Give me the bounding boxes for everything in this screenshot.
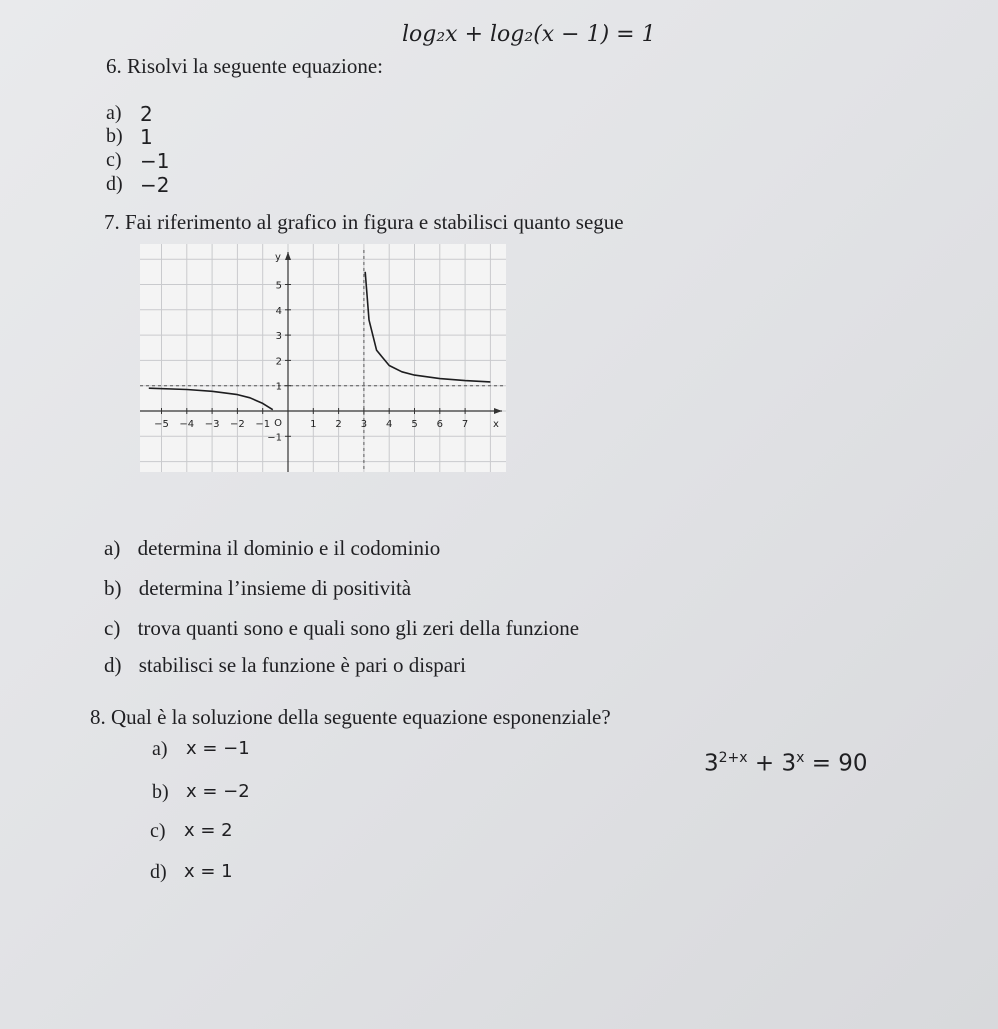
option-value: x = 2 [184,820,233,841]
question-6-equation: log₂x + log₂(x − 1) = 1 [402,22,656,47]
option-value: −2 [140,173,170,197]
x-tick-label: −5 [154,419,169,430]
question-8-equation [704,750,868,777]
x-tick-label: 1 [310,419,317,430]
option-label: b) [152,781,169,803]
option-label: a) [106,102,122,124]
option-label: c) [106,149,122,171]
curve-right-branch [365,272,490,382]
question-6-number: 6. [106,54,122,78]
option-label: d) [150,861,167,883]
question-6-text: Risolvi la seguente equazione: [127,54,384,78]
question-8-number: 8. [90,705,106,729]
q8-option-c[interactable] [150,820,233,843]
option-value: −1 [140,149,170,173]
q6-option-a[interactable] [106,102,153,126]
option-value: 2 [140,102,153,126]
task-text: stabilisci se la funzione è pari o dispari [138,653,466,677]
x-tick-label: 6 [436,419,443,430]
function-graph [140,244,506,472]
q7-task-a [104,536,440,561]
x-tick-label: −1 [255,419,271,430]
question-7-number: 7. [104,210,120,234]
task-label: c) [104,616,121,640]
option-label: a) [152,738,168,760]
eq-end: = 90 [804,750,868,777]
question-7-text: Fai riferimento al grafico in figura e stabilisci quanto segue [125,210,624,234]
q6-option-b[interactable] [106,125,153,149]
q6-option-c[interactable] [106,149,169,173]
option-value: x = −1 [186,738,250,759]
x-tick-label: −3 [204,419,220,430]
question-6 [106,54,383,79]
task-text: trova quanti sono e quali sono gli zeri della funzione [137,616,580,640]
task-text: determina il dominio e il codominio [137,536,441,560]
origin-label: O [274,418,282,429]
y-tick-label: 5 [275,280,282,292]
eq-middle: + 3 [747,750,797,777]
question-8-text: Qual è la soluzione della seguente equazione esponenziale? [111,705,611,729]
x-tick-label: 2 [335,419,342,430]
y-tick-label: 4 [275,305,282,317]
task-label: b) [104,576,122,600]
task-label: d) [104,653,122,677]
graph-grid [140,244,506,472]
graph-ticks [154,252,499,443]
task-text: determina l’insieme di positività [138,576,412,600]
q8-option-b[interactable] [152,781,250,804]
eq-exponent-2: x [796,750,805,766]
option-value: x = −2 [186,781,250,802]
graph-series [149,272,491,410]
task-label: a) [104,536,121,560]
curve-left-branch [149,388,273,410]
option-label: b) [106,125,123,147]
y-tick-label: 3 [275,331,282,343]
y-axis-label: y [275,252,281,263]
option-value: 1 [140,125,153,149]
y-axis-arrow [285,252,291,260]
option-value: x = 1 [184,861,233,882]
question-7 [104,210,624,235]
option-label: d) [106,173,123,195]
q7-task-c [104,616,579,641]
option-label: c) [150,820,166,842]
x-tick-label: 3 [360,419,368,430]
x-tick-label: −2 [230,419,245,430]
x-tick-label: 4 [386,419,393,430]
x-axis-label: x [493,419,499,430]
eq-base-1: 3 [704,750,719,777]
y-tick-label: 2 [275,356,282,368]
question-8 [90,705,611,730]
x-axis-arrow [494,408,502,414]
x-tick-label: −4 [179,419,195,430]
q8-option-a[interactable] [152,738,250,761]
y-tick-label: 1 [275,381,282,393]
q6-option-d[interactable] [106,173,169,197]
q7-task-b [104,576,411,601]
y-tick-label: −1 [267,432,282,444]
q8-option-d[interactable] [150,861,233,884]
q7-task-d [104,653,466,678]
x-tick-label: 5 [411,419,418,430]
eq-exponent-1: 2+x [718,750,748,766]
graph-axes [140,250,506,472]
x-tick-label: 7 [461,419,469,430]
